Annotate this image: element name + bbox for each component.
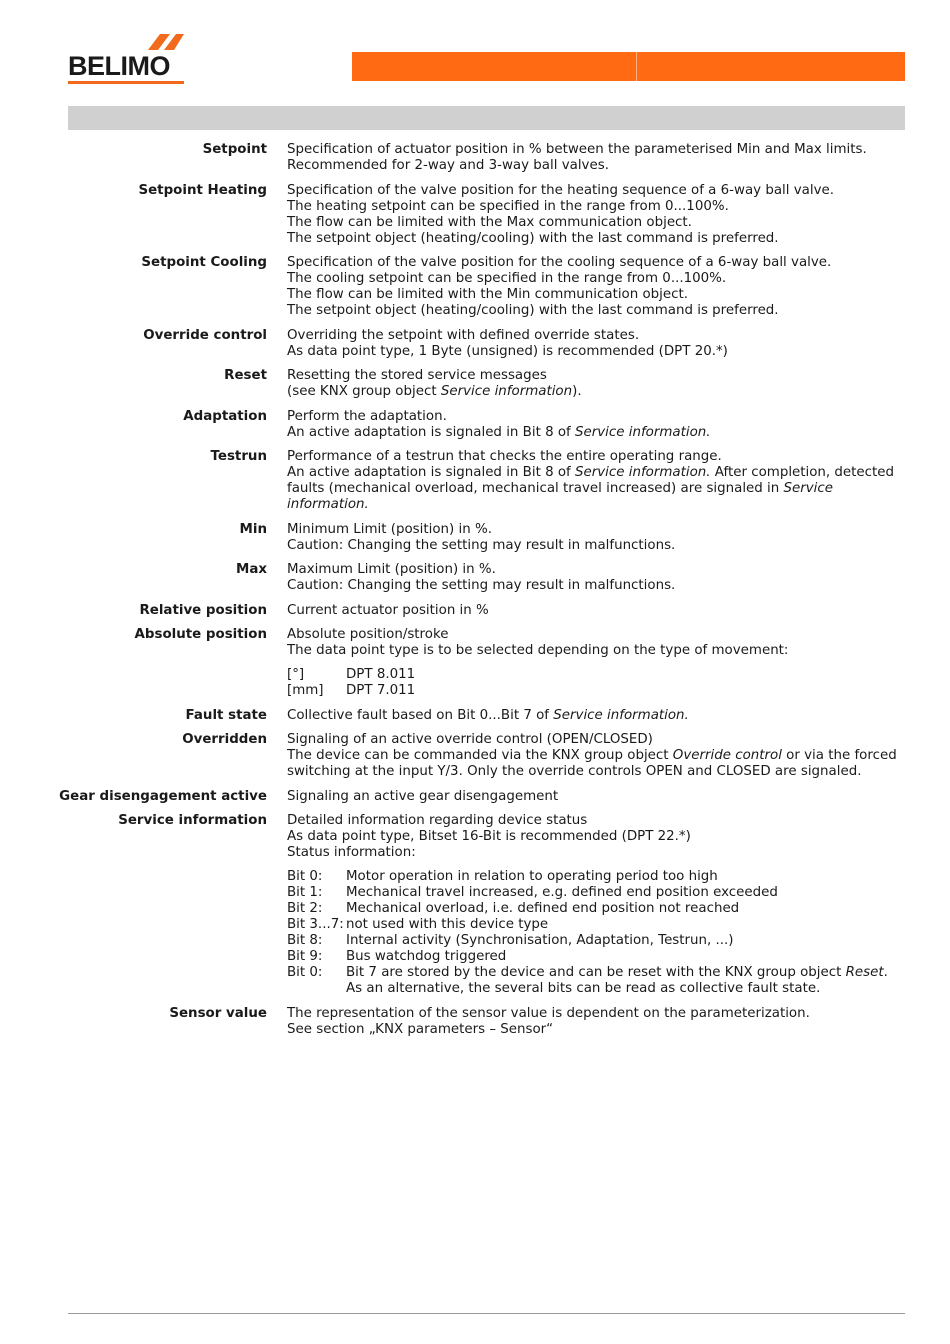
bit-key: Bit 9: (287, 949, 323, 964)
bit-key: Bit 0: (287, 965, 323, 980)
bit-value (346, 965, 907, 997)
desc-emphasis: Reset (845, 965, 884, 980)
row-label: Setpoint (202, 142, 267, 157)
row-fault-state (0, 708, 950, 724)
row-description (287, 603, 907, 619)
desc-emphasis: Service information (440, 384, 573, 399)
brand-name: BELIMO (68, 51, 170, 81)
desc-text: Collective fault based on Bit 0...Bit 7 of (287, 707, 554, 723)
row-label: Setpoint Heating (138, 182, 267, 198)
row-label: Overridden (182, 732, 267, 747)
desc-line: Specification of the valve position for the cooling sequence of a 6-way ball valve. (287, 255, 832, 270)
bit-row (287, 965, 907, 997)
desc-line: Caution: Changing the setting may result in malfunctions. (287, 537, 676, 553)
row-override-control (0, 328, 950, 360)
row-max (0, 562, 950, 594)
row-reset (0, 368, 950, 400)
bit-key: Bit 3...7: (287, 917, 344, 932)
desc-line: The data point type is to be selected depending on the type of movement: (287, 643, 789, 658)
desc-text: The device can be commanded via the KNX group object (287, 748, 673, 763)
row-label: Testrun (210, 449, 267, 464)
header-bar-divider (636, 52, 637, 81)
row-min (0, 522, 950, 554)
row-label: Max (236, 562, 267, 577)
row-label: Gear disengagement active (59, 788, 267, 804)
row-description (287, 813, 907, 997)
desc-emphasis: Service information. (553, 707, 689, 723)
bit-row (287, 901, 907, 917)
row-label: Override control (143, 327, 267, 343)
desc-text: (see KNX group object (287, 384, 441, 399)
row-sensor-value (0, 1006, 950, 1038)
desc-line: Absolute position/stroke (287, 627, 449, 642)
bit-row (287, 885, 907, 901)
row-label: Absolute position (134, 627, 267, 642)
bit-key: Bit 0: (287, 869, 323, 884)
desc-emphasis: Service information. (575, 424, 711, 440)
desc-emphasis: Service information. (575, 465, 711, 480)
row-label: Reset (224, 368, 267, 383)
desc-line: The heating setpoint can be specified in the range from 0...100%. (287, 198, 729, 214)
row-description (287, 142, 907, 174)
row-description (287, 409, 907, 441)
bit-value: Motor operation in relation to operating period too high (346, 869, 718, 884)
row-description (287, 449, 907, 513)
row-setpoint (0, 142, 950, 174)
bit-row (287, 917, 907, 933)
desc-line: Perform the adaptation. (287, 408, 447, 424)
bit-key: Bit 2: (287, 901, 323, 916)
row-description (287, 328, 907, 360)
desc-line: The flow can be limited with the Min communication object. (287, 287, 688, 302)
desc-line: As data point type, Bitset 16-Bit is recommended (DPT 22.*) (287, 829, 691, 844)
desc-line (287, 384, 907, 400)
desc-line: The flow can be limited with the Max communication object. (287, 214, 692, 230)
row-label: Relative position (139, 602, 267, 618)
desc-text: ). (572, 384, 582, 399)
row-description (287, 368, 907, 400)
row-service-information (0, 813, 950, 997)
desc-line (287, 708, 907, 724)
row-label: Sensor value (169, 1005, 267, 1021)
dpt-unit-row (287, 683, 907, 699)
row-relative-position (0, 603, 950, 619)
row-description (287, 1006, 907, 1038)
unit-key: [°] (287, 667, 305, 682)
row-gear-disengagement-active (0, 789, 950, 805)
desc-line: As data point type, 1 Byte (unsigned) is recommended (DPT 20.*) (287, 343, 728, 359)
section-header-bar (68, 106, 905, 130)
desc-line (287, 465, 907, 513)
row-setpoint-cooling (0, 255, 950, 319)
row-overridden (0, 732, 950, 780)
bit-value: Internal activity (Synchronisation, Adaptation, Testrun, ...) (346, 933, 734, 948)
desc-line (287, 748, 907, 780)
bit-key: Bit 8: (287, 933, 323, 948)
desc-emphasis: Service information. (287, 481, 834, 512)
desc-line: The setpoint object (heating/cooling) with the last command is preferred. (287, 303, 779, 318)
row-label: Setpoint Cooling (141, 255, 267, 270)
row-description (287, 627, 907, 699)
desc-emphasis: Override control (672, 748, 782, 763)
header-accent-bar (352, 52, 905, 81)
desc-line: See section „KNX parameters – Sensor“ (287, 1021, 554, 1037)
desc-line: Minimum Limit (position) in %. (287, 521, 492, 537)
row-description (287, 522, 907, 554)
bit-value: Mechanical travel increased, e.g. defined end position exceeded (346, 885, 778, 900)
unit-value: DPT 7.011 (346, 683, 416, 698)
bit-row (287, 949, 907, 965)
row-description (287, 183, 907, 247)
desc-text: . As an alternative, the several bits can be read as collective fault state. (346, 965, 888, 996)
desc-line: The cooling setpoint can be specified in the range from 0...100%. (287, 271, 727, 286)
unit-key: [mm] (287, 683, 324, 698)
bit-value: Mechanical overload, i.e. defined end position not reached (346, 901, 740, 916)
row-description (287, 255, 907, 319)
bit-value: Bus watchdog triggered (346, 949, 507, 964)
desc-line: Current actuator position in % (287, 602, 489, 618)
desc-line: Signaling an active gear disengagement (287, 788, 559, 804)
row-adaptation (0, 409, 950, 441)
row-description (287, 562, 907, 594)
logo-mark-icon (140, 34, 184, 50)
bit-key: Bit 1: (287, 885, 323, 900)
row-description (287, 732, 907, 780)
desc-line: Recommended for 2-way and 3-way ball valves. (287, 158, 609, 173)
row-absolute-position (0, 627, 950, 699)
desc-line: Status information: (287, 845, 416, 860)
row-setpoint-heating (0, 183, 950, 247)
desc-line: Detailed information regarding device status (287, 813, 588, 828)
desc-text: An active adaptation is signaled in Bit 8 of (287, 424, 576, 440)
desc-line: Resetting the stored service messages (287, 368, 547, 383)
belimo-logo (68, 34, 188, 84)
desc-text: An active adaptation is signaled in Bit 8 of (287, 465, 576, 480)
bit-value: not used with this device type (346, 917, 549, 932)
row-description (287, 708, 907, 724)
footer-rule (68, 1313, 905, 1314)
row-description (287, 789, 907, 805)
row-label: Service information (118, 813, 267, 828)
desc-line: Signaling of an active override control (OPEN/CLOSED) (287, 732, 653, 747)
row-label: Min (239, 521, 267, 537)
desc-text: or via the forced switching at the input Y/3. Only the override controls OPEN and CLOSED are signaled. (287, 748, 897, 779)
bit-row (287, 933, 907, 949)
bit-row (287, 869, 907, 885)
desc-line: Overriding the setpoint with defined override states. (287, 327, 640, 343)
row-label: Fault state (185, 707, 267, 723)
desc-line: Maximum Limit (position) in %. (287, 562, 496, 577)
desc-text: After completion, detected faults (mechanical overload, mechanical travel increased) are signaled in (287, 465, 895, 496)
desc-text: Bit 7 are stored by the device and can be reset with the KNX group object (346, 965, 846, 980)
desc-line: The representation of the sensor value is dependent on the parameterization. (287, 1005, 810, 1021)
desc-line: Specification of the valve position for the heating sequence of a 6-way ball valve. (287, 182, 835, 198)
row-testrun (0, 449, 950, 513)
unit-value: DPT 8.011 (346, 667, 416, 682)
object-description-list (0, 142, 950, 1046)
desc-line: Caution: Changing the setting may result in malfunctions. (287, 578, 676, 593)
desc-line (287, 425, 907, 441)
dpt-unit-row (287, 667, 907, 683)
desc-line: Performance of a testrun that checks the entire operating range. (287, 449, 722, 464)
logo-underline (68, 81, 184, 84)
desc-line: The setpoint object (heating/cooling) with the last command is preferred. (287, 230, 779, 246)
row-label: Adaptation (183, 408, 267, 424)
desc-line: Specification of actuator position in % between the parameterised Min and Max limits. (287, 142, 867, 157)
